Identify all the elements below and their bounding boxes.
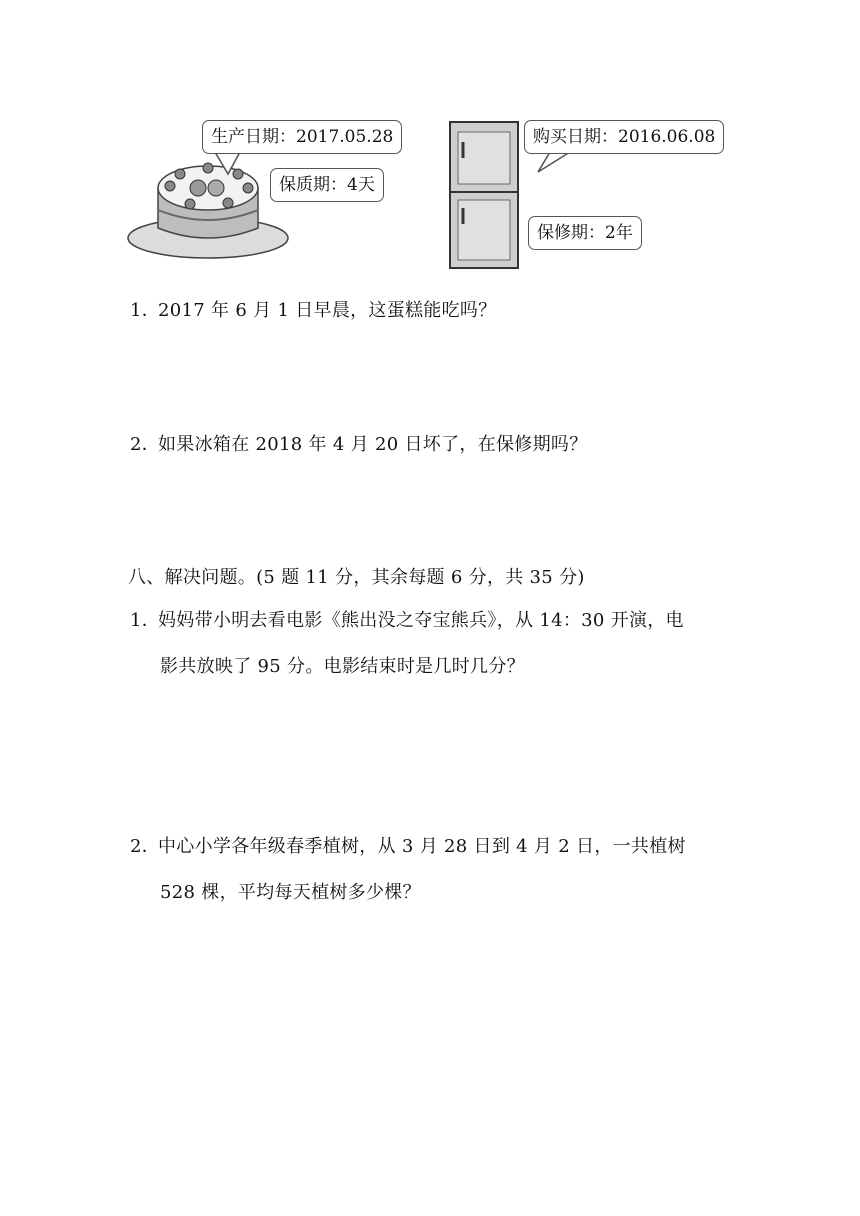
shelf-life-label: 保质期：4天 [279, 175, 375, 195]
question-number: 1． [130, 300, 161, 321]
question-8-1 [130, 600, 684, 688]
question-7-1 [130, 290, 497, 332]
question-number: 1． [130, 610, 161, 631]
section-8-heading [128, 557, 585, 599]
purchase-date-label: 购买日期：2016.06.08 [533, 127, 716, 147]
question-line: 中心小学各年级春季植树，从 3 月 28 日到 4 月 2 日，一共植树 [158, 836, 686, 857]
question-8-2 [130, 826, 686, 914]
question-number: 2． [130, 836, 161, 857]
illustration [120, 108, 740, 278]
question-line: 528 棵，平均每天植树多少棵？ [160, 882, 421, 903]
section-heading-text: 八、解决问题。(5 题 11 分，其余每题 6 分，共 35 分) [128, 567, 585, 588]
purchase-date-bubble [524, 120, 724, 154]
production-date-label: 生产日期：2017.05.28 [211, 127, 394, 147]
question-number: 2． [130, 434, 161, 455]
shelf-life-bubble [270, 168, 384, 202]
production-date-bubble [202, 120, 402, 154]
warranty-label: 保修期：2年 [537, 223, 633, 243]
warranty-bubble [528, 216, 642, 250]
question-line: 影共放映了 95 分。电影结束时是几时几分？ [160, 656, 525, 677]
question-7-2 [130, 424, 588, 466]
question-line: 妈妈带小明去看电影《熊出没之夺宝熊兵》，从 14：30 开演，电 [158, 610, 684, 631]
question-text: 2017 年 6 月 1 日早晨，这蛋糕能吃吗？ [158, 300, 497, 321]
question-text: 如果冰箱在 2018 年 4 月 20 日坏了，在保修期吗？ [158, 434, 588, 455]
